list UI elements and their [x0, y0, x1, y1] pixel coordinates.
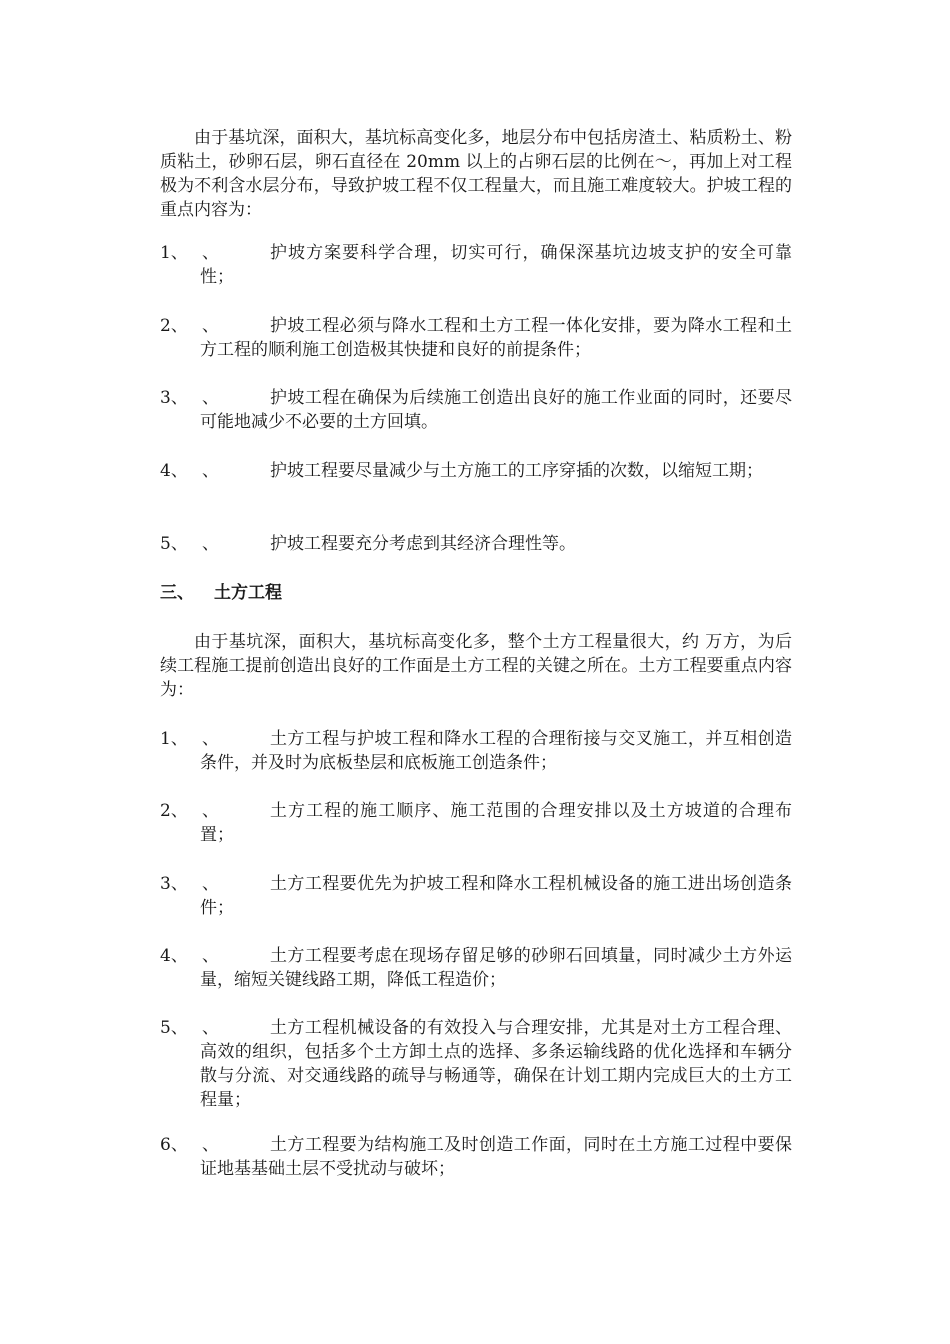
section-heading [160, 581, 282, 605]
intro-paragraph-earthwork: 由于基坑深，面积大，基坑标高变化多，整个土方工程量很大，约 万方，为后续工程施工提前创造出良好的工作面是土方工程的关键之所在。土方工程要重点内容为： [160, 632, 792, 700]
list-item [160, 727, 792, 775]
item-separator: 、 [202, 946, 219, 966]
item-text: 护坡工程要充分考虑到其经济合理性等。 [270, 534, 576, 554]
item-text: 土方工程的施工顺序、施工范围的合理安排以及土方坡道的合理布置； [200, 801, 792, 845]
item-separator: 、 [202, 801, 219, 821]
item-number: 4、 [160, 946, 188, 966]
list-item [160, 799, 792, 847]
item-separator: 、 [202, 388, 219, 408]
list-item [160, 944, 792, 992]
item-text: 土方工程要考虑在现场存留足够的砂卵石回填量，同时减少土方外运量，缩短关键线路工期，降低工程造价； [200, 946, 792, 990]
list-item [160, 314, 792, 362]
list-item [160, 386, 792, 434]
item-number: 4、 [160, 461, 188, 481]
item-text: 护坡工程要尽量减少与土方施工的工序穿插的次数，以缩短工期； [270, 461, 763, 481]
item-text: 护坡方案要科学合理，切实可行，确保深基坑边坡支护的安全可靠性； [200, 243, 792, 287]
item-separator: 、 [202, 316, 219, 336]
item-number: 3、 [160, 874, 188, 894]
item-number: 2、 [160, 801, 188, 821]
item-number: 6、 [160, 1135, 188, 1155]
list-item [160, 532, 792, 556]
item-separator: 、 [202, 874, 219, 894]
section-number: 三、 [160, 583, 194, 603]
item-separator: 、 [202, 1135, 219, 1155]
list-item [160, 1016, 792, 1112]
item-text: 土方工程要为结构施工及时创造工作面，同时在土方施工过程中要保证地基基础土层不受扰动与破坏； [200, 1135, 792, 1179]
list-item [160, 872, 792, 920]
list-item [160, 241, 792, 289]
item-text: 护坡工程在确保为后续施工创造出良好的施工作业面的同时，还要尽可能地减少不必要的土方回填。 [200, 388, 792, 432]
list-item [160, 459, 792, 483]
item-number: 2、 [160, 316, 188, 336]
item-separator: 、 [202, 1018, 219, 1038]
item-text: 土方工程机械设备的有效投入与合理安排，尤其是对土方工程合理、高效的组织，包括多个土方卸土点的选择、多条运输线路的优化选择和车辆分散与分流、对交通线路的疏导与畅通等，确保在计划工期内完成巨大的土方工程量； [200, 1018, 792, 1110]
list-item [160, 1133, 792, 1181]
item-separator: 、 [202, 729, 219, 749]
item-text: 护坡工程必须与降水工程和土方工程一体化安排，要为降水工程和土方工程的顺利施工创造极其快捷和良好的前提条件； [200, 316, 792, 360]
item-number: 1、 [160, 243, 188, 263]
item-number: 1、 [160, 729, 188, 749]
intro-paragraph-slope: 由于基坑深，面积大，基坑标高变化多，地层分布中包括房渣土、粘质粉土、粉质粘土，砂卵石层，卵石直径在 20mm 以上的占卵石层的比例在～，再加上对工程极为不利含水层分布，导致护坡工程不仅工程量大，而且施工难度较大。护坡工程的重点内容为： [160, 128, 792, 220]
item-separator: 、 [202, 534, 219, 554]
item-text: 土方工程与护坡工程和降水工程的合理衔接与交叉施工，并互相创造条件，并及时为底板垫层和底板施工创造条件； [200, 729, 792, 773]
item-number: 5、 [160, 534, 188, 554]
item-text: 土方工程要优先为护坡工程和降水工程机械设备的施工进出场创造条件； [200, 874, 792, 918]
item-number: 5、 [160, 1018, 188, 1038]
item-number: 3、 [160, 388, 188, 408]
section-title: 土方工程 [214, 583, 282, 603]
item-separator: 、 [202, 461, 219, 481]
item-separator: 、 [202, 243, 219, 263]
